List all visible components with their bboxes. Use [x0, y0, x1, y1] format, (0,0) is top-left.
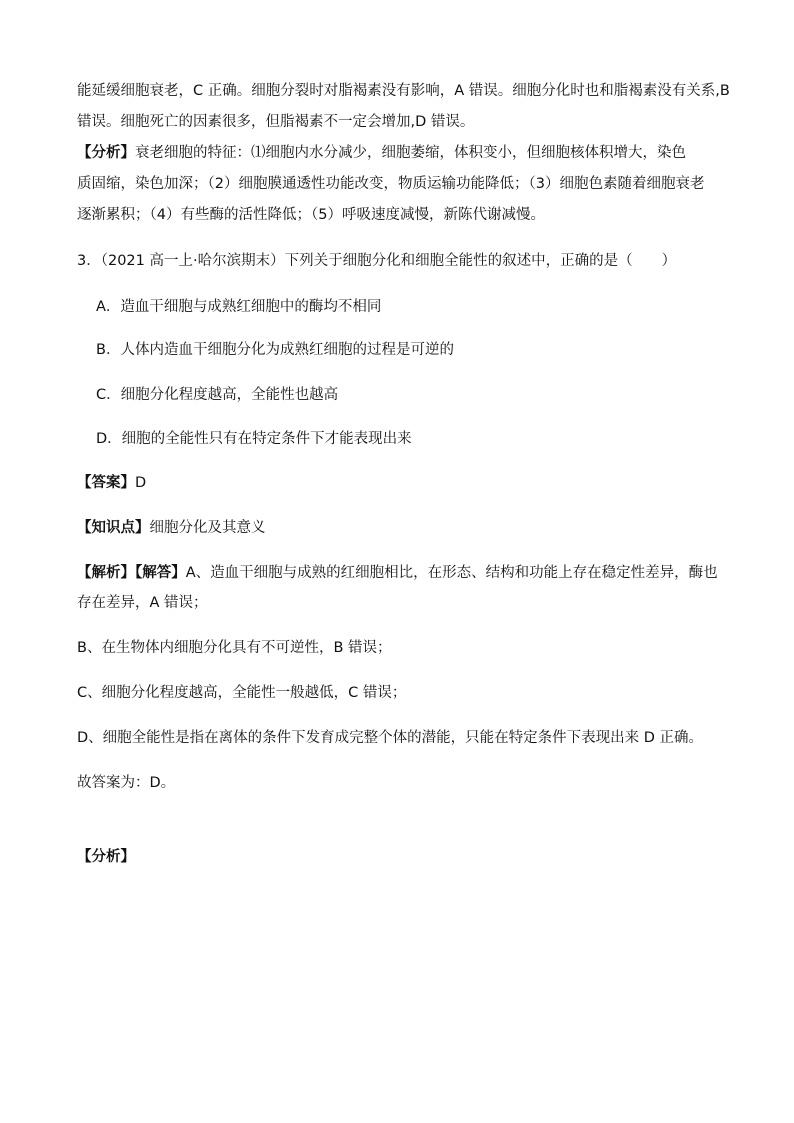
question-source: （2021 高一上·哈尔滨期末）	[100, 253, 285, 269]
solution-tag: 【解析】【解答】	[77, 565, 186, 581]
prev-solution-line-2: 错误。细胞死亡的因素很多，但脂褐素不一定会增加,D 错误。	[77, 114, 475, 130]
knowledge-tag: 【知识点】	[77, 520, 150, 536]
knowledge-value: 细胞分化及其意义	[149, 520, 266, 536]
answer-line	[77, 473, 146, 493]
option-d: D．细胞的全能性只有在特定条件下才能表现出来	[96, 431, 412, 447]
analysis-text: 衰老细胞的特征：⑴细胞内水分减少，细胞萎缩，体积变小，但细胞核体积增大，染色	[135, 145, 686, 161]
analysis-heading: 【分析】	[77, 849, 135, 865]
option-b: B．人体内造血干细胞分化为成熟红细胞的过程是可逆的	[96, 342, 454, 358]
solution-line-5: D、细胞全能性是指在离体的条件下发育成完整个体的潜能，只能在特定条件下表现出来 D 正确。	[77, 730, 704, 746]
question-number: 3．	[77, 253, 101, 269]
final-answer-line: 故答案为：D。	[77, 775, 176, 791]
prev-solution-line-1: 能延缓细胞衰老，C 正确。细胞分裂时对脂褐素没有影响，A 错误。细胞分化时也和脂褐素没有关系,B	[77, 83, 730, 99]
solution-first: A、造血干细胞与成熟的红细胞相比，在形态、结构和功能上存在稳定性差异，酶也	[185, 565, 718, 581]
solution-line-4: C、细胞分化程度越高，全能性一般越低，C 错误；	[77, 685, 407, 701]
option-c: C．细胞分化程度越高，全能性也越高	[96, 387, 339, 403]
answer-value: D	[135, 475, 147, 491]
prev-analysis-line-2: 质固缩，染色加深；（2）细胞膜通透性功能改变，物质运输功能降低；（3）细胞色素随着细胞衰老	[77, 176, 705, 192]
analysis-tag: 【分析】	[77, 145, 135, 161]
solution-line-2: 存在差异，A 错误；	[77, 595, 208, 611]
option-a: A．造血干细胞与成熟红细胞中的酶均不相同	[96, 299, 382, 315]
prev-analysis-line-3: 逐渐累积；（4）有些酶的活性降低；（5）呼吸速度减慢，新陈代谢减慢。	[77, 207, 545, 223]
question-stem: 下列关于细胞分化和细胞全能性的叙述中，正确的是（ ）	[284, 253, 677, 269]
answer-tag: 【答案】	[77, 475, 135, 491]
knowledge-line	[77, 518, 266, 538]
solution-line-1	[77, 563, 718, 583]
prev-analysis-line-1	[77, 143, 686, 163]
solution-line-3: B、在生物体内细胞分化具有不可逆性，B 错误；	[77, 640, 392, 656]
question-stem-line	[77, 251, 676, 271]
